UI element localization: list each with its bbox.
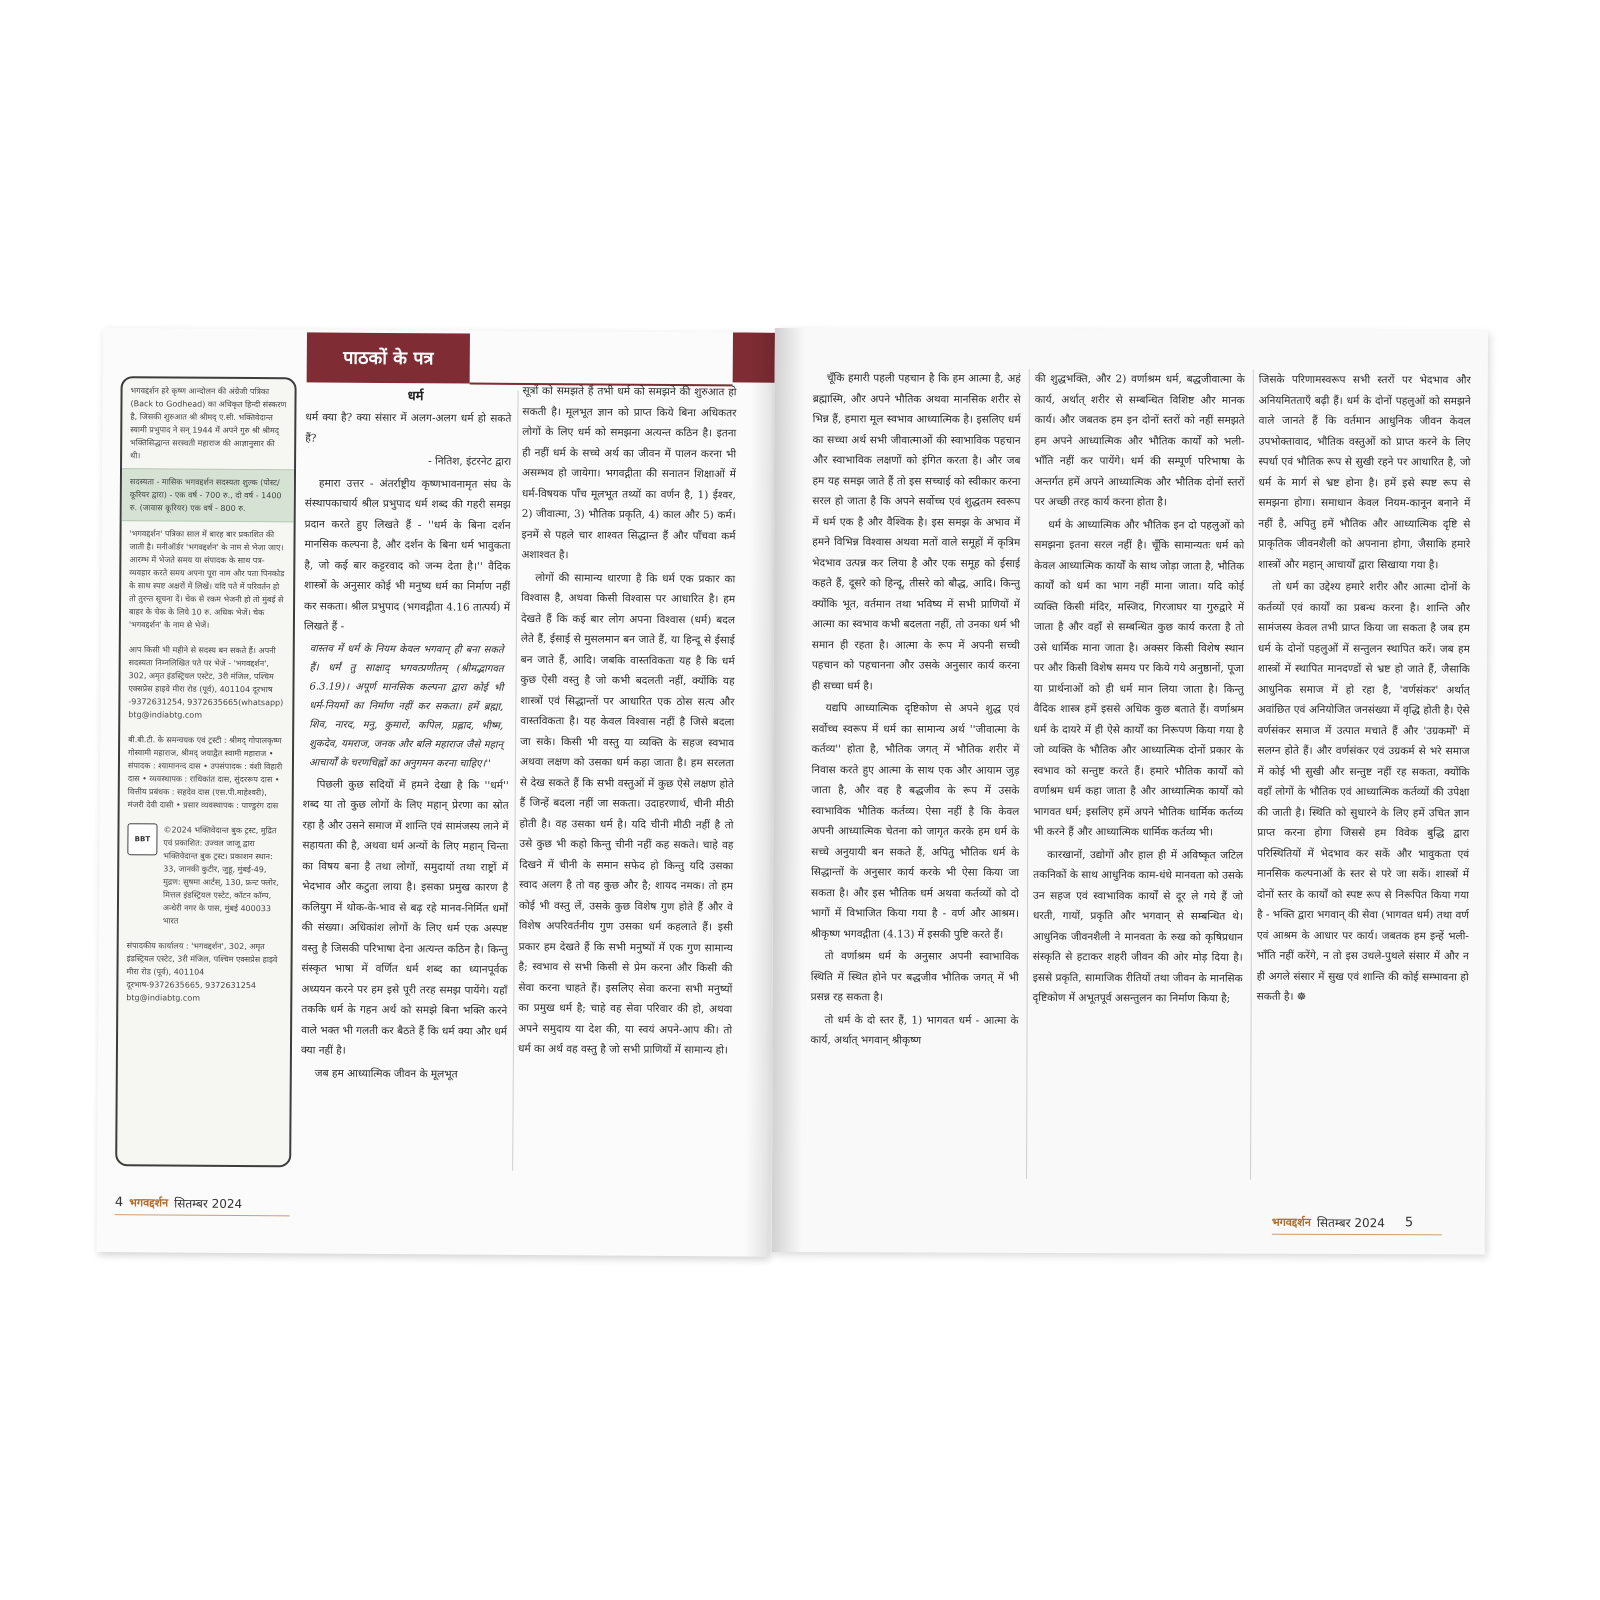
magazine-name: भगवद्दर्शन xyxy=(129,1196,169,1210)
paragraph: सूत्रों को समझते हैं तभी धर्म को समझने की शुरुआत हो सकती है। मूलभूत ज्ञान को प्राप्त किये बिना अधिकतर लोगों के लिए धर्म को समझना अत्यन्त कठिन है। इतना ही नहीं धर्म के सच्चे अर्थ का जीवन में पालन करना भी असम्भव हो जायेगा। भगवद्गीता की सनातन शिक्षाओं में धर्म-विषयक पाँच मूलभूत तथ्यों का वर्णन है, 1) ईश्वर, 2) जीवात्मा, 3) भौतिक प्रकृति, 4) काल और 5) कर्म। इनमें से पहले चार शाश्वत सिद्धान्त हैं और पाँचवा कर्म अशाश्वत है। xyxy=(521,384,737,562)
paragraph: जब हम आध्यात्मिक जीवन के मूलभूत xyxy=(314,1066,458,1080)
column-divider xyxy=(1026,369,1030,1179)
paragraph: धर्म के आध्यात्मिक और भौतिक इन दो पहलुओं को समझना इतना सरल नहीं है। चूँकि सामान्यतः धर्म को केवल आध्यात्मिक कार्यों के साथ जोड़ा जाता है, भौतिक कार्यों को धर्म का भाग नहीं माना जाता। यदि कोई व्यक्ति किसी मंदिर, मस्जिद, गिरजाघर या गुरुद्वारे में जाता है और वहाँ से सम्बन्धित कुछ कार्य करता है तो उसे धार्मिक माना जाता है। अक्सर किसी विशेष स्थान पर और किसी विशेष समय पर किये गये अनुष्ठानों, पूजा या प्रार्थनाओं को ही धर्म मान लिया जाता है। किन्तु वैदिक शास्त्र हमें इससे अधिक कुछ बताते हैं। वर्णाश्रम धर्म के दायरे में ही ऐसे कार्यों का निरूपण किया गया है जो व्यक्ति के भौतिक और आध्यात्मिक दोनों प्रकार के स्वभाव को सन्तुष्ट करते हैं। हमारे भौतिक कार्यों को वर्णाश्रम धर्म कहा जाता है और आध्यात्मिक कार्यों को भागवत धर्म; इसलिए हमें अपने भौतिक धार्मिक कर्तव्य भी करने हैं और आध्यात्मिक धार्मिक कर्तव्य भी। xyxy=(1033,518,1245,839)
article-column-4 xyxy=(1032,369,1245,1180)
publication-info-sidebar xyxy=(115,376,297,1167)
article-column-2 xyxy=(517,381,737,1177)
header-accent-block xyxy=(733,332,775,382)
issue-date: सितम्बर 2024 xyxy=(1316,1215,1385,1231)
question-signature: - नितिश, इंटरनेट द्वारा xyxy=(428,455,512,468)
page-number: 4 xyxy=(114,1195,124,1211)
paragraph: की शुद्धभक्ति, और 2) वर्णाश्रम धर्म, बद्धजीवात्मा के कार्य, अर्थात् शरीर से सम्बन्धित विशिष्ट और मानक कार्य। और जबतक हम इन दोनों स्तरों को नहीं समझते हम अपने आध्यात्मिक और भौतिक कार्यों को भली-भाँति नहीं कर पायेंगे। धर्म की सम्पूर्ण परिभाषा के अन्तर्गत हमें अपने आध्यात्मिक और भौतिक दोनों स्तरों पर अच्छी तरह कार्य करना होता है। xyxy=(1034,372,1245,509)
paragraph: हमारा उत्तर - अंतर्राष्ट्रीय कृष्णभावनामृत संघ के संस्थापकाचार्य श्रील प्रभुपाद धर्म शब्द की गहरी समझ प्रदान करते हुए लिखते हैं - ''धर्म के बिना दर्शन मानसिक कल्पना है, और दर्शन के बिना धर्म भावुकता है, जो कई बार कट्टरवाद को जन्म देता है।'' वैदिक शास्त्रों के अनुसार कोई भी मनुष्य धर्म का निर्माण नहीं कर सकता। श्रील प्रभुपाद (भगवद्गीता 4.16 तात्पर्य) में लिखते हैं - xyxy=(303,477,511,633)
article-end-icon: ☸ xyxy=(1296,990,1307,1003)
paragraph: तो धर्म का उद्देश्य हमारे शरीर और आत्मा दोनों के कर्तव्यों एवं कार्यों का प्रबन्ध करना है। शान्ति और सामंजस्य केवल तभी प्राप्त किया जा सकता है जब हम धर्म के दोनों पहलुओं में सन्तुलन स्थापित करें। जब हम शास्त्रों में स्थापित मानदण्डों से भ्रष्ट हो जाते हैं, जैसाकि आधुनिक समाज में हो रहा है, 'वर्णसंकर' अर्थात् अवांछित एवं अनियोजित जनसंख्या में वृद्धि होती है। ऐसे वर्णसंकर समाज में उत्पात मचाते हैं और 'उग्रकर्मों' में सलग्न होते हैं। और वर्णसंकर एवं उग्रकर्म से भरे समाज में कोई भी सुखी और सन्तुष्ट नहीं रह सकता, क्योंकि वहाँ लोगों के भौतिक एवं आध्यात्मिक कर्तव्यों की उपेक्षा की जाती है। स्थिति को सुधारने के लिए हमें उचित ज्ञान प्राप्त करना होगा जिससे हम विवेक बुद्धि द्वारा परिस्थितियों में भेदभाव कर सकें और भावुकता एवं मानसिक कल्पनाओं के स्तर से परे जा सकें। शास्त्रों में दोनों स्तर के कार्यों को स्पष्ट रूप से निरूपित किया गया है - भक्ति द्वारा भगवान् की सेवा (भागवत धर्म) तथा वर्ण एवं आश्रम के आधार पर कार्य। जबतक हम इन्हें भली-भाँति नहीं करेंगे, न तो इस उथले-पुथले संसार में और न ही अगले संसार में सुख एवं शान्ति की कोई सम्भावना हो सकती है। ☸ xyxy=(1256,580,1471,1003)
paragraph: कारखानों, उद्योगों और हाल ही में अविष्कृत जटिल तकनिकों के साथ आधुनिक काम-धंधे मानवता को उसके उन सहज एवं स्वाभाविक कार्यों से दूर ले गये हैं जो धरती, गायों, प्रकृति और भगवान् से सम्बन्धित थे। आधुनिक जीवनशैली ने मानवता के रुख को कृषिप्रधान संस्कृति से हटाकर शहरी जीवन की ओर मोड़ दिया है। इससे प्रकृति, सामाजिक रीतियों तथा जीवन के मानसिक दृष्टिकोण में अभूतपूर्व असन्तुलन का निर्माण किया है; xyxy=(1032,848,1244,1005)
sidebar-copyright: BBT ©2024 भक्तिवेदान्त बुक ट्रस्ट, मुद्रित एवं प्रकाशित: उज्वल जाजू द्वारा भक्तिवेदान्त बुक ट्रस्ट। प्रकाशन स्थान: 33, जानकी कुटीर, जुहू, मुंबई-49, मुद्रण: सुषमा आर्टस्, 130, फ्रन्ट फ्लोर, मित्तल इंडस्ट्रियल एस्टेट, कॉटन कॉम्प, अन्धेरी नगर के पास, मुंबई 400033 भारत xyxy=(119,817,292,934)
prabhupada-quote: वास्तव में धर्म के नियम केवल भगवान् ही बना सकते हैं। धर्मं तु साक्षाद् भगवत्प्रणीतम् (श्रीमद्भागवत 6.3.19)। अपूर्ण मानसिक कल्पना द्वारा कोई भी धर्म-नियमों का निर्माण नहीं कर सकता। हमें ब्रह्मा, शिव, नारद, मनु, कुमारों, कपिल, प्रह्लाद, भीष्म, शुकदेव, यमराज, जनक और बलि महाराज जैसे महान् आचार्यों के चरणचिह्नों का अनुगमन करना चाहिए।'' xyxy=(308,642,504,770)
reader-question: धर्म क्या है? क्या संसार में अलग-अलग धर्म हो सकते हैं? xyxy=(305,411,512,444)
paragraph: तो वर्णाश्रम धर्म के अनुसार अपनी स्वाभाविक स्थिति में स्थित होने पर बद्धजीव भौतिक जगत् में भी प्रसन्न रह सकता है। xyxy=(810,950,1019,1004)
paragraph: यद्यपि आध्यात्मिक दृष्टिकोण से अपने शुद्ध एवं सर्वोच्च स्वरूप में धर्म का सामान्य अर्थ ''जीवात्मा के कर्तव्य'' होता है, भौतिक जगत् में भौतिक शरीर में निवास करते हुए आत्मा के साथ एक और आयाम जुड़ जाता है, और वह है बद्धजीव के रूप में उसके स्वाभाविक भौतिक कर्तव्य। ऐसा नहीं है कि केवल अपनी आध्यात्मिक चेतना को जागृत करके हम धर्म के सच्चे अनुयायी बन सकते हैं, अपितु भौतिक धर्म के सिद्धान्तों के अनुसार कार्य करके भी ऐसा किया जा सकता है। और इस भौतिक धर्म अथवा कर्तव्यों को दो भागों में विभाजित किया गया है - वर्ण और आश्रम। श्रीकृष्ण भगवद्गीता (4.13) में इसकी पुष्टि करते हैं। xyxy=(810,702,1020,941)
sidebar-intro: भगवद्दर्शन हरे कृष्ण आन्दोलन की अंग्रेजी पत्रिका (Back to Godhead) का अधिकृत हिन्दी संस्करण है, जिसकी शुरुआत श्री श्रीमद् ए.सी. भक्तिवेदान्त स्वामी प्रभुपाद ने सन् 1944 में अपने गुरु श्री श्रीमद् भक्तिसिद्धान्त सरस्वती महाराज की आज्ञानुसार की थी। xyxy=(130,386,287,461)
paragraph: लोगों की सामान्य धारणा है कि धर्म एक प्रकार का विश्वास है, अथवा किसी विश्वास पर आधारित है। हम देखते हैं कि कई बार लोग अपना विश्वास (धर्म) बदल लेते हैं, ईसाई से मुसलमान बन जाते हैं, या हिन्दू से ईसाई बन जाते हैं, आदि। जबकि वास्तविकता यह है कि धर्म कुछ ऐसी वस्तु है जो कभी बदलती नहीं, क्योंकि यह शास्त्रों एवं सिद्धान्तों पर आधारित एक ठोस सत्य और वास्तविकता है। यह केवल विश्वास नहीं है जिसे बदला जा सके। किसी भी वस्तु या व्यक्ति के सहज स्वभाव अथवा लक्षण को उसका धर्म कहा जाता है। हम सरलता से देख सकते हैं कि सभी वस्तुओं में कुछ ऐसे लक्षण होते हैं जिन्हें बदला नहीं जा सकता। उदाहरणार्थ, चीनी मीठी होती है। वह उसका धर्म है। यदि चीनी मीठी नहीं है तो उसे कुछ भी कहो किन्तु चीनी नहीं कह सकते। चाहे वह दिखने में चीनी के समान सफेद हो किन्तु यदि उसका स्वाद अलग है तो वह कुछ और है; शायद नमक। तो हम कोई भी वस्तु लें, उसके कुछ विशेष गुण होते हैं और वे विशेष अपरिवर्तनीय गुण उसका धर्म कहलाते हैं। इसी प्रकार हम देखते हैं कि सभी मनुष्यों में एक गुण सामान्य है; स्वभाव से सभी किसी से प्रेम करना और किसी की सेवा करना चाहते हैं। इसलिए सेवा करना सभी मनुष्यों का प्रमुख धर्म है; चाहे वह सेवा परिवार की हो, अथवा अपने समुदाय या देश की, या स्वयं अपने-आप की। तो धर्म का अर्थ वह वस्तु है जो सभी प्राणियों में सामान्य हो। xyxy=(517,571,736,1057)
issue-date: सितम्बर 2024 xyxy=(174,1196,243,1211)
magazine-spread xyxy=(103,328,1488,1252)
sidebar-notice: 'भगवद्दर्शन' पत्रिका साल में बारह बार प्रकाशित की जाती है। मनीऑर्डर 'भगवद्दर्शन' के नाम से भेजा जाए। आरम्भ में भेजते समय या संपादक के साथ पत्र-व्यवहार करते समय अपना पूरा नाम और पता पिनकोड के साथ स्पष्ट अक्षरों में लिखें। यदि पते में परिवर्तन हो तो तुरन्त सूचना दें। चेक से रकम भेजनी हो तो मुंबई से बाहर के चेक के लिये 10 रु. अधिक भेजें। चेक 'भगवद्दर्शन' के नाम से भेजें। xyxy=(128,529,285,630)
footer-rule xyxy=(115,1214,290,1216)
sidebar-office: संपादकीय कार्यालय : 'भगवद्दर्शन', 302, अमृत इंडस्ट्रियल एस्टेट, 3री मंजिल, पश्चिम एक्सप्रेस हाइवे मीरा रोड (पूर्व), 401104 दूरभाष-9372635665, 9372631254 btg@indiabtg.com xyxy=(126,941,278,1003)
magazine-name: भगवद्दर्शन xyxy=(1271,1215,1311,1229)
paragraph: पिछली कुछ सदियों में हमने देखा है कि ''धर्म'' शब्द या तो कुछ लोगों के लिए महान् प्रेरणा का स्रोत रहा है और उसने समाज में शान्ति एवं सामंजस्य लाने में सहायता की है, अथवा धर्म अन्यों के लिए महान् चिन्ता का विषय बना है तथा लोगों, समुदायों तथा राष्ट्रों में भेदभाव और कटुता लाया है। इसका प्रमुख कारण है कलियुग में थोक-के-भाव से बढ़ रहे मानव-निर्मित धर्मों की संख्या। अधिकांश लोगों के लिए धर्म एक अस्पष्ट वस्तु है जिसकी परिभाषा देना अत्यन्त कठिन है। किन्तु संस्कृत भाषा में वर्णित धर्म शब्द का ध्यानपूर्वक अध्ययन करने पर हम इसे पूरी तरह समझ पायेंगे। यहाँ तककि धर्म के गहन अर्थ को समझे बिना भक्ति करने वाले भक्त भी गलती कर बैठते हैं कि धर्म क्या और धर्म क्या नहीं है। xyxy=(300,778,509,1057)
paragraph: तो धर्म के दो स्तर हैं, 1) भागवत धर्म - आत्मा के कार्य, अर्थात् भगवान् श्रीकृष्ण xyxy=(810,1013,1019,1047)
page-number: 5 xyxy=(1404,1215,1414,1231)
paragraph: जिसके परिणामस्वरूप सभी स्तरों पर भेदभाव और अनियमितताएँ बढ़ी हैं। धर्म के दोनों पहलुओं को समझने वाले जानते हैं कि वर्तमान आधुनिक जीवन केवल उपभोक्तावाद, भौतिक वस्तुओं को प्राप्त करने के लिए स्पर्धा एवं भौतिक रूप से सुखी रहने पर आधारित है, जो धर्म के मार्ग से भ्रष्ट होना है। हमें इसे स्पष्ट रूप से समझना होगा। समाधान केवल नियम-कानून बनाने में नहीं है, अपितु हमें भौतिक और आध्यात्मिक दृष्टि से प्राकृतिक जीवनशैली को अपनाना होगा, जैसाकि हमारे शास्त्रों और महान् आचार्यों द्वारा सिखाया गया है। xyxy=(1258,373,1471,571)
article-column-5 xyxy=(1256,370,1471,1181)
article-title: धर्म xyxy=(407,389,424,405)
bbt-logo-icon: BBT xyxy=(127,823,157,855)
left-page-footer xyxy=(115,1194,242,1212)
section-header: पाठकों के पत्र xyxy=(307,332,470,383)
right-page xyxy=(772,328,1488,1254)
left-page xyxy=(97,328,775,1257)
sidebar-staff: बी.बी.टी. के समन्वयक एवं ट्रस्टी : श्रीमद् गोपालकृष्ण गोस्वामी महाराज, श्रीमद् जयाद्वैत स्वामी महाराज • संपादक : श्यामानन्द दास • उपसंपादक : वंशी विहारी दास • व्यवस्थापक : राधिकांत दास, सुंदररूप दास • वित्तीय प्रबंधक : सहदेव दास (एस.पी.माहेश्वरी), मंजरी देवी दासी • प्रसार व्यवस्थापक : पाण्डुरंग दास xyxy=(127,735,283,811)
gutter-shadow xyxy=(745,333,775,1257)
article-column-1 xyxy=(300,387,511,1168)
paragraph: चूँकि हमारी पहली पहचान है कि हम आत्मा है, अहं ब्रह्मास्मि, और अपने भौतिक अथवा मानसिक शरीर से भिन्न हैं, हमारा मूल स्वभाव आध्यात्मिक है। इसलिए धर्म का सच्चा अर्थ सभी जीवात्माओं की स्वाभाविक पहचान और स्वाभाविक लक्षणों को इंगित करता है। और जब हम यह समझ जाते हैं तो इस सच्चाई को स्वीकार करना सरल हो जाता है कि अपने सर्वोच्च एवं शुद्धतम स्वरूप में धर्म एक है और वैश्विक है। इस समझ के अभाव में हमने विभिन्न विश्वास अथवा मतों वाले समूहों में कृत्रिम भेदभाव उत्पन्न कर लिया है और एक समूह को ईसाई कहते हैं, दूसरे को हिन्दू, तीसरे को बौद्ध, आदि। किन्तु क्योंकि भूत, वर्तमान तथा भविष्य में सभी प्राणियों में आत्मा का स्वभाव कभी बदलता नहीं, तो उनका धर्म भी समान ही रहता है। आत्मा के रूप में अपनी सच्ची पहचान को पहचानना और उसके अनुसार कार्य करना ही सच्चा धर्म है। xyxy=(811,372,1021,692)
column-divider xyxy=(1250,370,1254,1180)
right-page-footer xyxy=(1272,1214,1413,1231)
sidebar-address: आप किसी भी महीने से सदस्य बन सकते हैं। अपनी सदस्यता निम्नलिखित पते पर भेजें - 'भगवद्दर्शन', 302, अमृत इंडस्ट्रियल एस्टेट, 3री मंजिल, पश्चिम एक्सप्रेस हाइवे मीरा रोड (पूर्व), 401104 दूरभाष -9372631254, 9372635665(whatsapp) btg@indiabtg.com xyxy=(128,645,284,720)
gutter-shadow xyxy=(772,328,805,1252)
subscription-info: सदस्यता - मासिक भगवद्दर्शन सदस्यता शुल्क (पोस्ट/कूरियर द्वारा) - एक वर्ष - 700 रु., दो वर्ष - 1400 रु. (जावास कूरियर) एक वर्ष - 800 रु. xyxy=(122,468,294,522)
article-column-3 xyxy=(810,368,1021,1179)
footer-rule xyxy=(1272,1234,1442,1236)
